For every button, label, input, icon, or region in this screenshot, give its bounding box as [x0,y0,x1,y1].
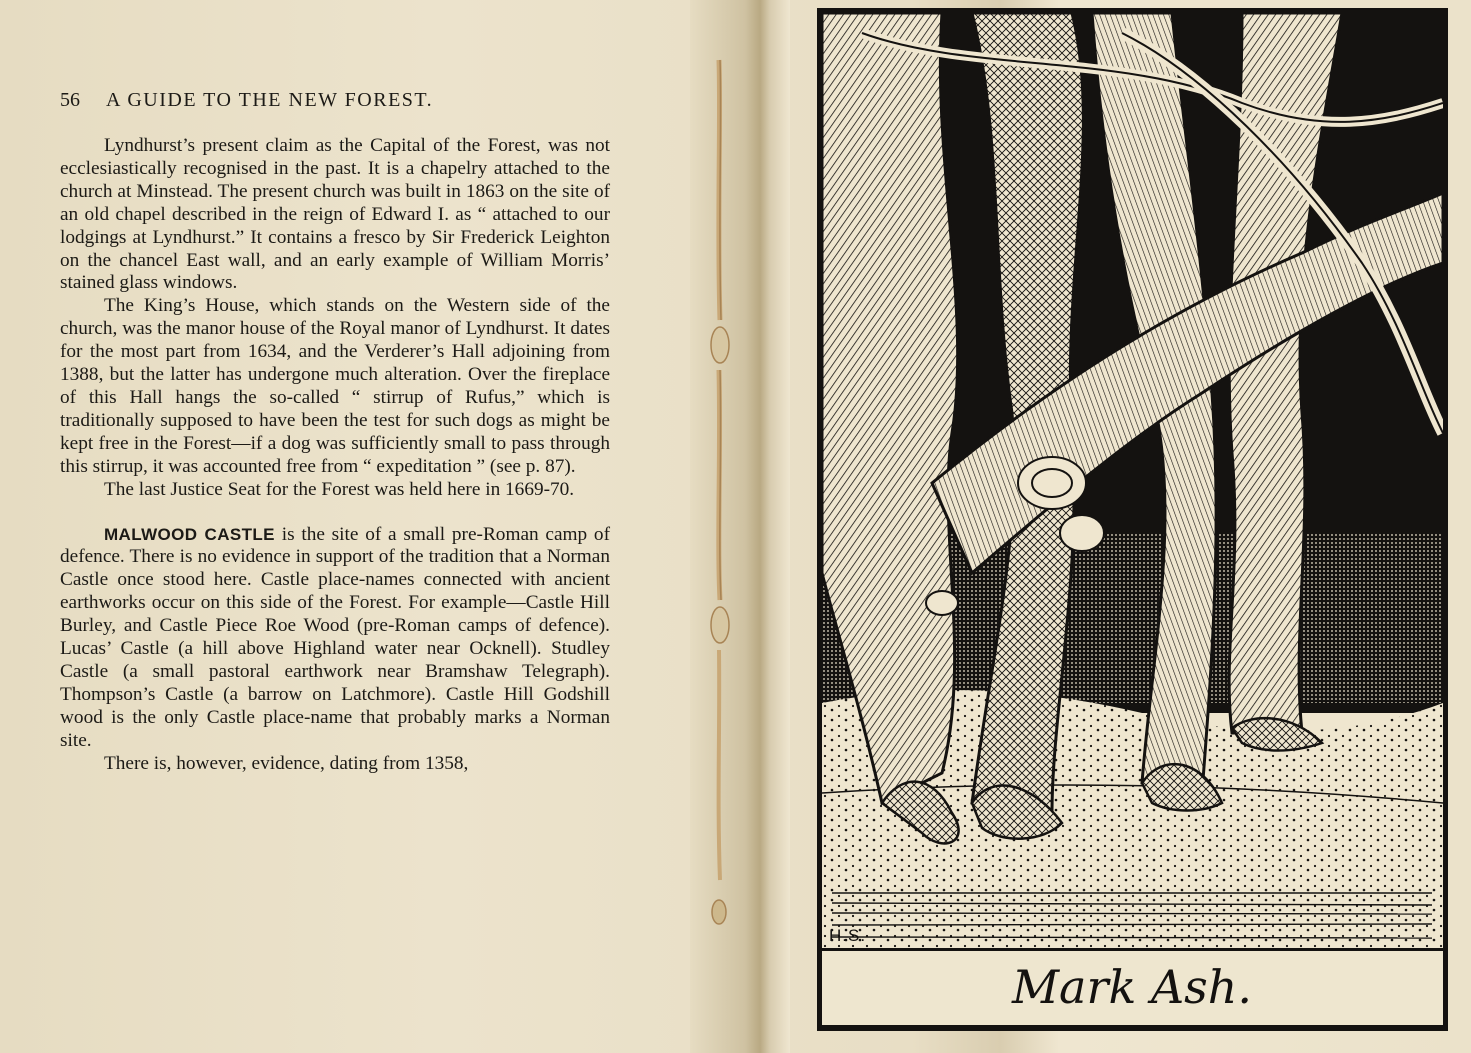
left-page [0,0,690,1053]
paragraph-kings-house: The King’s House, which stands on the Western side of the church, was the manor house of the Royal manor of Lyndhurst. It dates for the most part from 1634, and the Verderer’s Hall adjoining from 1388, but the latter has undergone much alteration. Over the fireplace of this Hall hangs the so-called “ stirrup of Rufus,” which is traditionally supposed to have been the test for such dogs as might be kept free in the Forest—if a dog was sufficiently small to pass through this stirrup, it was accounted free from “ expeditation ” (see p. 87). [60,295,610,477]
paragraph-lyndhurst: Lyndhurst’s present claim as the Capital of the Forest, was not ecclesiastically recognised in the past. It is a chapelry attached to the church at Minstead. The present church was built in 1863 on the site of an old chapel described in the reign of Edward I. as “ attached to our lodgings at Lyndhurst.” It contains a fresco by Sir Frederick Leighton on the chancel East wall, and an early example of William Morris’ stained glass windows. [60,135,610,294]
paragraph-continued: There is, however, evidence, dating from 1358, [104,752,469,774]
plate-caption-box [822,948,1443,1025]
illustration-plate [817,8,1448,1031]
page-number: 56 [60,89,80,111]
malwood-heading: MALWOOD CASTLE [104,524,275,544]
gutter-binding [690,0,790,1053]
running-head-title: A GUIDE TO THE NEW FOREST. [106,89,434,111]
malwood-text: is the site of a small pre-Roman camp of defence. There is no evidence in support of the tradition that a Norman Castle once stood here. Castle place-names connected with ancient earthworks occur on this side of the Forest. For example—Castle Hill Burley, and Castle Piece Roe Wood (pre-Roman camps of defence). Lucas’ Castle (a hill above Highland water near Ocknell). Studley Castle (a small pastoral earthwork near Bramshaw Telegraph). Thompson’s Castle (a barrow on Latchmore). Castle Hill Godshill wood is the only Castle place-name that probably marks a Norman site. [60,523,610,751]
artist-initials: H.S. [829,926,867,945]
body-text [60,135,610,775]
plate-caption: Mark Ash. [1011,960,1253,1014]
paragraph-justice-seat: The last Justice Seat for the Forest was held here in 1669-70. [104,478,575,500]
paragraph-malwood [60,524,610,753]
caption-svg [822,951,1443,1025]
running-head [60,89,620,112]
tree-drawing-icon [822,13,1443,951]
beech-trees-illustration [822,13,1443,951]
stitching-icon [690,0,790,1053]
